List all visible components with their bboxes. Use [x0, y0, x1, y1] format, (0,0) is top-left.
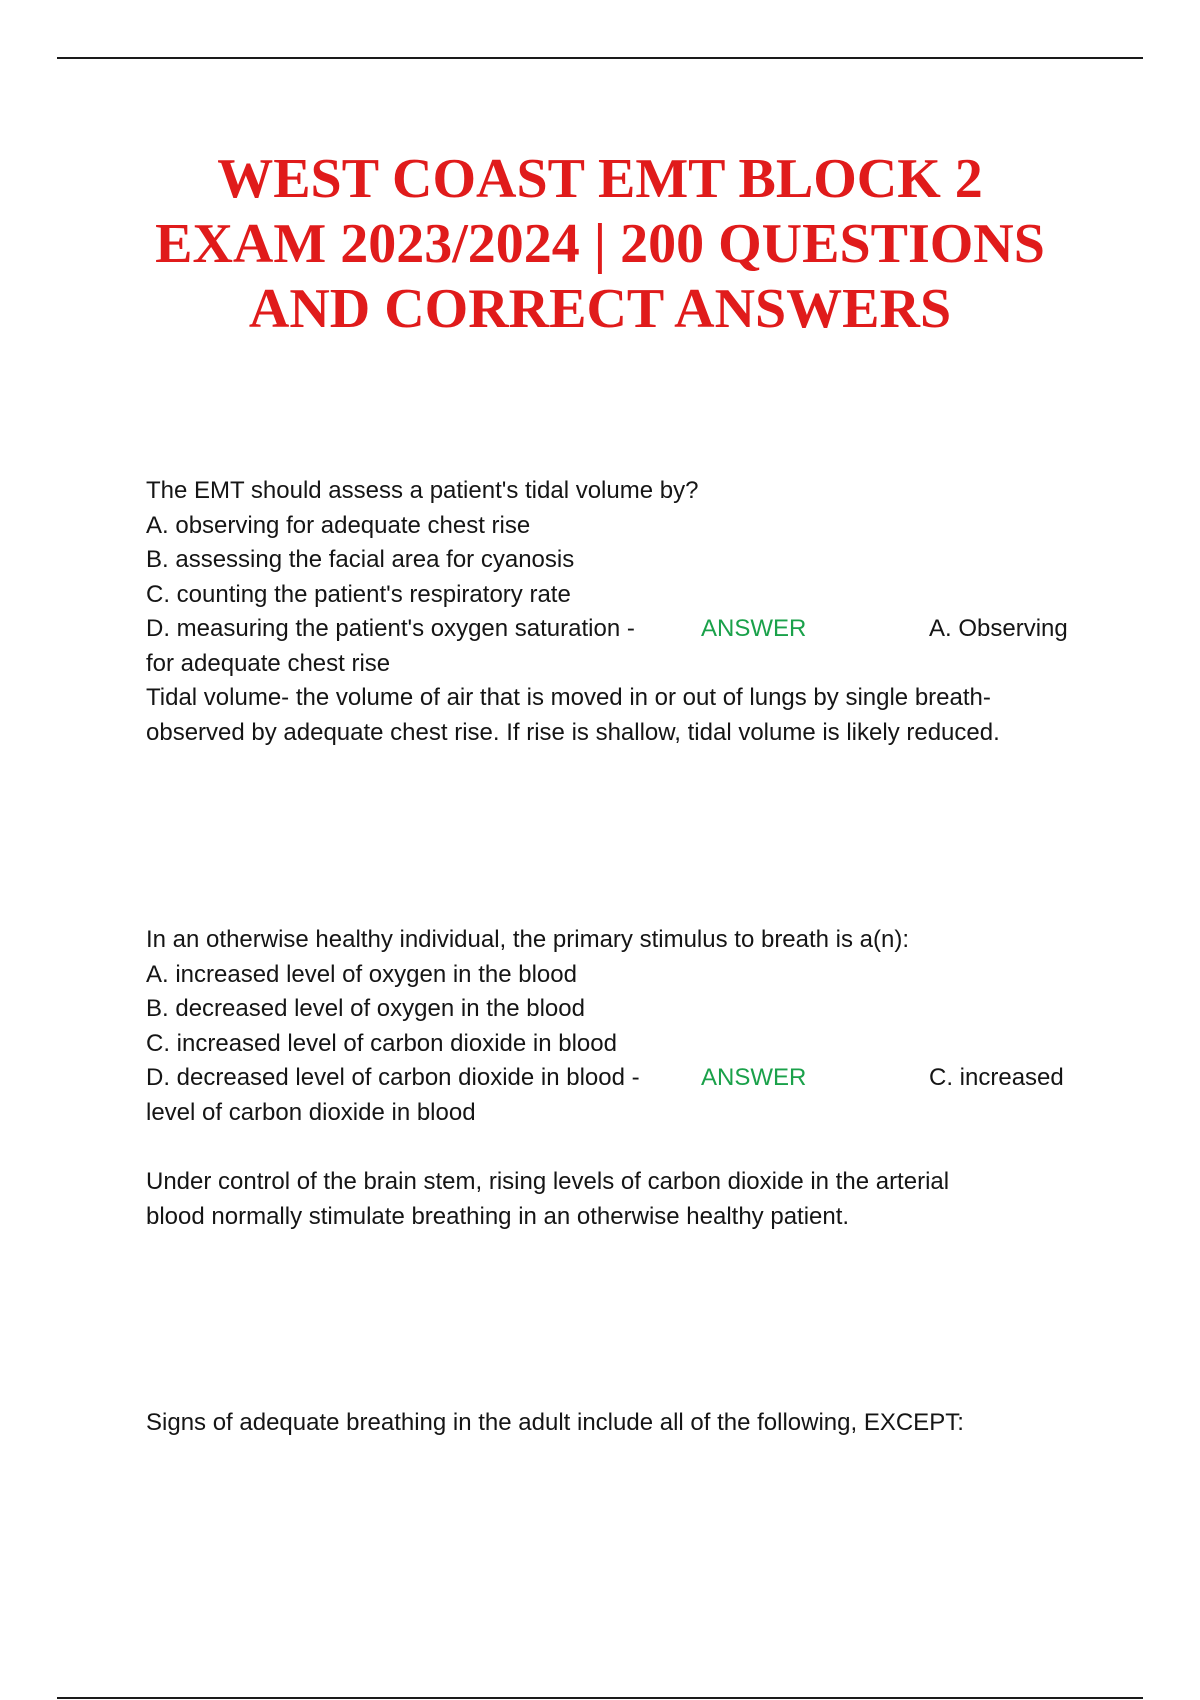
explanation [146, 1165, 1086, 1234]
title-line-1: WEST COAST EMT BLOCK 2 [217, 148, 983, 210]
explanation-line-2: blood normally stimulate breathing in an otherwise healthy patient. [146, 1202, 850, 1230]
option-d: D. decreased level of carbon dioxide in blood - [146, 1064, 640, 1091]
answer-row [146, 1061, 1086, 1096]
option-a: A. increased level of oxygen in the blood [146, 960, 577, 988]
title-line-2: EXAM 2023/2024 | 200 QUESTIONS [155, 213, 1045, 275]
top-rule [57, 57, 1143, 59]
answer-start: C. increased [929, 1064, 1064, 1091]
answer-label: ANSWER [701, 1064, 807, 1091]
answer-label: ANSWER [701, 615, 807, 642]
question-block-1 [146, 474, 1086, 750]
option-b: B. decreased level of oxygen in the blood [146, 995, 585, 1022]
option-d: D. measuring the patient's oxygen saturation - [146, 615, 635, 642]
explanation-line-1: Under control of the brain stem, rising levels of carbon dioxide in the arterial [146, 1168, 950, 1195]
explanation-line-1: Tidal volume- the volume of air that is moved in or out of lungs by single breath- [146, 684, 991, 711]
question-text: The EMT should assess a patient's tidal volume by? [146, 477, 699, 504]
document-title [100, 147, 1100, 342]
answer-rest: level of carbon dioxide in blood [146, 1098, 476, 1126]
title-line-3: AND CORRECT ANSWERS [248, 278, 952, 340]
answer-row [146, 612, 1086, 647]
question-text: Signs of adequate breathing in the adult include all of the following, EXCEPT: [146, 1409, 964, 1436]
option-c: C. increased level of carbon dioxide in blood [146, 1029, 617, 1057]
option-c: C. counting the patient's respiratory rate [146, 580, 571, 608]
question-block-2 [146, 923, 1086, 1234]
question-text: In an otherwise healthy individual, the primary stimulus to breath is a(n): [146, 926, 910, 953]
option-b: B. assessing the facial area for cyanosis [146, 546, 575, 573]
answer-start: A. Observing [929, 615, 1068, 642]
question-block-3 [146, 1406, 1086, 1441]
answer-rest: for adequate chest rise [146, 649, 391, 677]
explanation-line-2: observed by adequate chest rise. If rise is shallow, tidal volume is likely reduced. [146, 718, 1000, 746]
bottom-rule [57, 1697, 1143, 1699]
option-a: A. observing for adequate chest rise [146, 511, 531, 539]
